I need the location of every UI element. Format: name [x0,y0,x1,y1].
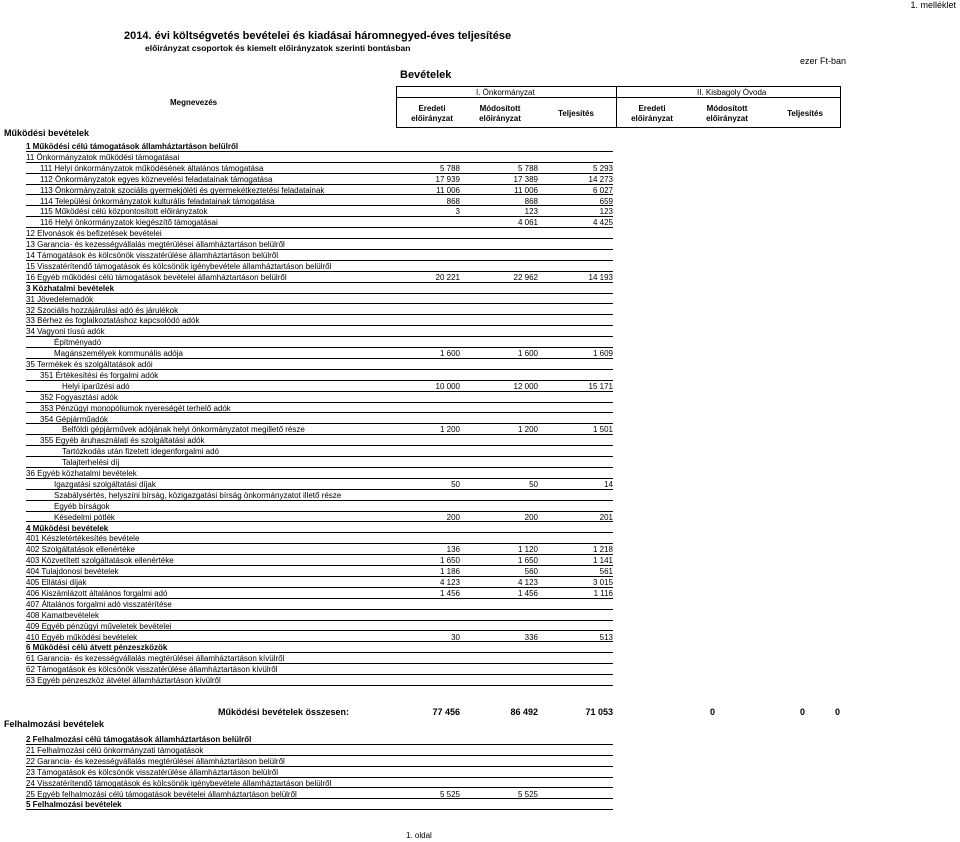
table-row [0,283,620,294]
row-value: 560 [524,567,538,577]
table-row [0,745,620,756]
table-row [0,533,620,544]
table-row [0,326,620,337]
row-value: 136 [446,545,460,555]
table-row [0,250,620,261]
table-row [0,468,620,479]
annex-label: 1. melléklet [910,0,956,10]
row-label: 408 Kamatbevételek [26,610,99,620]
row-value: 1 650 [517,556,538,566]
row-value: 3 [455,207,460,217]
table-row [0,272,620,283]
row-label: 115 Működési célú központosított előirányzatok [40,207,208,217]
row-label: 3 Közhatalmi bevételek [26,283,115,293]
table-row [0,675,620,686]
row-label: 407 Általános forgalmi adó visszatérítése [26,599,172,609]
table-row [0,196,620,207]
header-modified-1: Módosított előirányzat [479,104,521,123]
table-row [0,479,620,490]
row-label: 352 Fogyasztási adók [40,392,118,402]
table-row [0,632,620,643]
row-value: 4 123 [517,578,538,587]
row-value: 14 193 [588,272,613,282]
row-label: 355 Egyéb áruhasználati és szolgáltatási adók [40,436,205,446]
table-row [0,392,620,403]
table-row [0,653,620,664]
row-label: 402 Szolgáltatások ellenértéke [26,545,135,555]
header-actual-1: Teljesítés [558,109,594,118]
row-label: Építményadó [54,338,102,348]
row-label: Talajterhelési díj [62,458,120,468]
table-row [0,315,620,326]
row-label: 6 Működési célú átvett pénzeszközök [26,643,168,653]
total-value: 86 492 [510,707,538,717]
header-line-group [396,97,840,98]
row-label: 410 Egyéb működési bevételek [26,632,138,642]
row-value: 5 788 [439,163,460,173]
row-value: 50 [451,479,460,489]
row-label: 5 Felhalmozási bevételek [26,800,122,810]
total-value: 71 053 [585,707,613,717]
row-value: 5 525 [439,789,460,799]
row-label: 32 Szociális hozzájárulási adó és járulékok [26,305,179,315]
header-group-1: I. Önkormányzat [476,88,535,97]
table-row [0,435,620,446]
table-row [0,799,620,810]
total-value: 77 456 [432,707,460,717]
row-label: 116 Helyi önkormányzatok kiegészítő támogatásai [40,218,218,228]
header-original-1: Eredeti előirányzat [411,104,453,123]
table-row [0,756,620,767]
table-row [0,577,620,588]
table-row [0,174,620,185]
table-row [0,523,620,534]
table-row [0,359,620,370]
row-label: 23 Támogatások és kölcsönök visszatérülése államháztartáson belülről [26,767,278,777]
row-value: 17 939 [435,174,460,184]
header-divider [616,86,617,128]
row-label: 21 Felhalmozási célú önkormányzati támogatások [26,745,204,755]
row-value: 1 141 [592,556,613,566]
table-row [0,544,620,555]
table-row [0,228,620,239]
header-name-col: Megnevezés [170,98,218,107]
row-label: Késedelmi pótlék [54,512,115,522]
row-label: Belföldi gépjárművek adójának helyi önkormányzatot megillető része [62,425,305,435]
row-value: 868 [446,196,460,206]
row-label: 22 Garancia- és kezességvállalás megtérülései államháztartáson belülről [26,756,285,766]
row-value: 201 [599,512,613,522]
row-value: 336 [524,632,538,642]
section-title-capital: Felhalmozási bevételek [4,719,105,729]
table-row [0,664,620,675]
row-value: 4 061 [517,218,538,228]
row-value: 5 293 [592,163,613,173]
row-value: 868 [524,196,538,206]
row-label: Tartózkodás után fizetett idegenforgalmi adó [62,447,219,457]
table-row [0,457,620,468]
row-value: 11 006 [436,185,460,195]
row-value: 1 456 [517,588,538,598]
table-row [0,381,620,392]
row-label: Igazgatási szolgáltatási díjak [54,479,156,489]
row-value: 1 456 [439,588,460,598]
row-label: 2 Felhalmozási célú támogatások államháztartáson belülről [26,735,252,744]
total-value: 0 [799,707,805,717]
row-value: 17 389 [513,174,538,184]
row-label: 406 Kiszámlázott általános forgalmi adó [26,588,168,598]
table-row [0,501,620,512]
table-row [0,414,620,425]
unit-label: ezer Ft-ban [800,56,847,66]
row-value: 5 788 [517,163,538,173]
table-row [0,588,620,599]
table-row [0,446,620,457]
table-row [0,490,620,501]
table-row [0,403,620,414]
table-row [0,305,620,316]
row-divider [26,685,613,686]
row-value: 1 116 [593,588,613,598]
table-row [0,778,620,789]
row-label: 404 Tulajdonosi bevételek [26,567,119,577]
table-row [0,610,620,621]
row-label: 36 Egyéb közhatalmi bevételek [26,469,137,478]
table-row [0,337,620,348]
row-label: 4 Működési bevételek [26,523,109,533]
table-row [0,599,620,610]
row-label: 24 Visszatérítendő támogatások és kölcsönök igénybevétele államháztartáson belülről [26,778,332,788]
row-value: 561 [599,567,613,577]
header-divider [396,86,397,128]
table-row [0,185,620,196]
header-actual-2: Teljesítés [787,109,823,118]
row-value: 15 171 [588,381,613,391]
row-value: 30 [451,632,460,642]
row-value: 1 600 [517,349,538,359]
table-row [0,239,620,250]
row-label: 401 Készletértékesítés bevétele [26,534,140,544]
row-label: 34 Vagyoni tíusú adók [26,327,105,337]
row-label: 114 Települési önkormányzatok kulturális feladatainak támogatása [40,196,275,206]
row-label: Magánszemélyek kommunális adója [54,349,183,359]
header-group-2: II. Kisbagoly Óvoda [697,88,767,97]
total-value: 0 [709,707,715,717]
row-label: 112 Önkormányzatok egyes köznevelési feladatainak támogatása [40,174,273,184]
table-row [0,370,620,381]
row-value: 3 015 [592,578,613,587]
row-label: 13 Garancia- és kezességvállalás megtérülései államháztartáson belülről [26,240,285,250]
row-label: Helyi iparűzési adó [62,381,130,391]
row-label: 14 Támogatások és kölcsönök visszatérülése államháztartáson belülről [26,251,278,260]
table-row [0,789,620,800]
table-row [0,348,620,359]
row-label: 1 Működési célú támogatások államháztartáson belülről [26,142,239,151]
row-label: Szabálysértés, helyszíni bírság, közigazgatási bírság önkormányzatot illető része [54,490,342,500]
row-label: 35 Termékek és szolgáltatások adói [26,360,153,369]
table-row [0,141,620,152]
row-value: 1 650 [439,556,460,566]
row-value: 14 [604,479,613,489]
page-title: 2014. évi költségvetés bevételei és kiadásai háromnegyed-éves teljesítése [124,30,512,42]
row-value: 1 600 [439,349,460,359]
table-row [0,566,620,577]
row-label: 61 Garancia- és kezességvállalás megtérülései államháztartáson kívülről [26,654,285,664]
row-label: 403 Közvetített szolgáltatások ellenértéke [26,556,174,566]
row-value: 659 [599,196,613,206]
header-modified-2: Módosított előirányzat [706,104,748,123]
table-row [0,621,620,632]
row-value: 1 200 [517,425,538,435]
row-label: 31 Jövedelemadók [26,294,94,304]
row-value: 1 218 [592,545,613,555]
row-label: 353 Pénzügyi monopóliumok nyereségét terhelő adók [40,403,231,413]
row-label: Egyéb bírságok [54,501,110,511]
row-label: 351 Értékesítési és forgalmi adók [40,370,159,380]
row-label: 63 Egyéb pénzeszköz átvétel államháztartáson kívülről [26,676,221,686]
table-row [0,294,620,305]
header-original-2: Eredeti előirányzat [631,104,673,123]
row-value: 123 [524,207,538,217]
row-value: 20 221 [435,272,460,282]
row-value: 1 186 [439,567,460,577]
row-label: 11 Önkormányzatok működési támogatásai [26,152,180,162]
total-value: 0 [834,707,840,717]
row-label: 33 Bérhez és foglalkoztatáshoz kapcsolódó adók [26,316,200,326]
table-row [0,555,620,566]
row-value: 1 501 [592,425,613,435]
table-row [0,152,620,163]
row-label: 15 Visszatérítendő támogatások és kölcsönök igénybevétele államháztartáson belülről [26,261,332,271]
row-value: 11 006 [514,185,538,195]
row-value: 22 962 [513,272,538,282]
header-line-top [396,86,840,87]
row-label: 16 Egyéb működési célú támogatások bevételei államháztartáson belülről [26,272,287,282]
row-value: 123 [599,207,613,217]
row-value: 12 000 [513,381,538,391]
row-value: 4 123 [439,578,460,587]
row-divider [26,809,613,810]
row-value: 200 [524,512,538,522]
table-row [0,642,620,653]
row-value: 513 [599,632,613,642]
row-value: 6 027 [592,185,613,195]
header-divider [840,86,841,128]
page-subtitle: előirányzat csoportok és kiemelt előirányzatok szerinti bontásban [145,43,411,53]
row-value: 200 [446,512,460,522]
table-row [0,512,620,523]
row-value: 4 425 [592,218,613,228]
section-label: Bevételek [400,69,452,81]
row-value: 1 609 [592,349,613,359]
row-value: 5 525 [517,789,538,799]
row-value: 1 200 [439,425,460,435]
row-label: 12 Elvonások és befizetések bevételei [26,229,162,239]
row-label: 354 Gépjárműadók [40,414,109,424]
table-row [0,163,620,174]
total-label: Működési bevételek összesen: [218,707,350,717]
row-label: 113 Önkormányzatok szociális gyermekjóléti és gyermekétkeztetési feladatainak [40,185,325,195]
section-title-operating: Működési bevételek [4,128,90,138]
table-row [0,206,620,217]
table-row [0,261,620,272]
header-line-bottom [396,127,840,128]
row-value: 1 120 [517,545,538,555]
row-value: 50 [529,479,538,489]
row-label: 409 Egyéb pénzügyi műveletek bevételei [26,621,172,631]
row-value: 14 273 [588,174,613,184]
table-row [0,217,620,228]
row-label: 111 Helyi önkormányzatok működésének általános támogatása [40,163,264,173]
row-value: 10 000 [435,381,460,391]
table-row [0,767,620,778]
table-row [0,734,620,745]
row-label: 405 Ellátási díjak [26,578,87,587]
row-label: 25 Egyéb felhalmozási célú támogatások bevételei államháztartáson belülről [26,789,297,799]
page-number: 1. oldal [406,831,432,840]
row-label: 62 Támogatások és kölcsönök visszatérülése államháztartáson kívülről [26,665,278,675]
table-row [0,424,620,435]
